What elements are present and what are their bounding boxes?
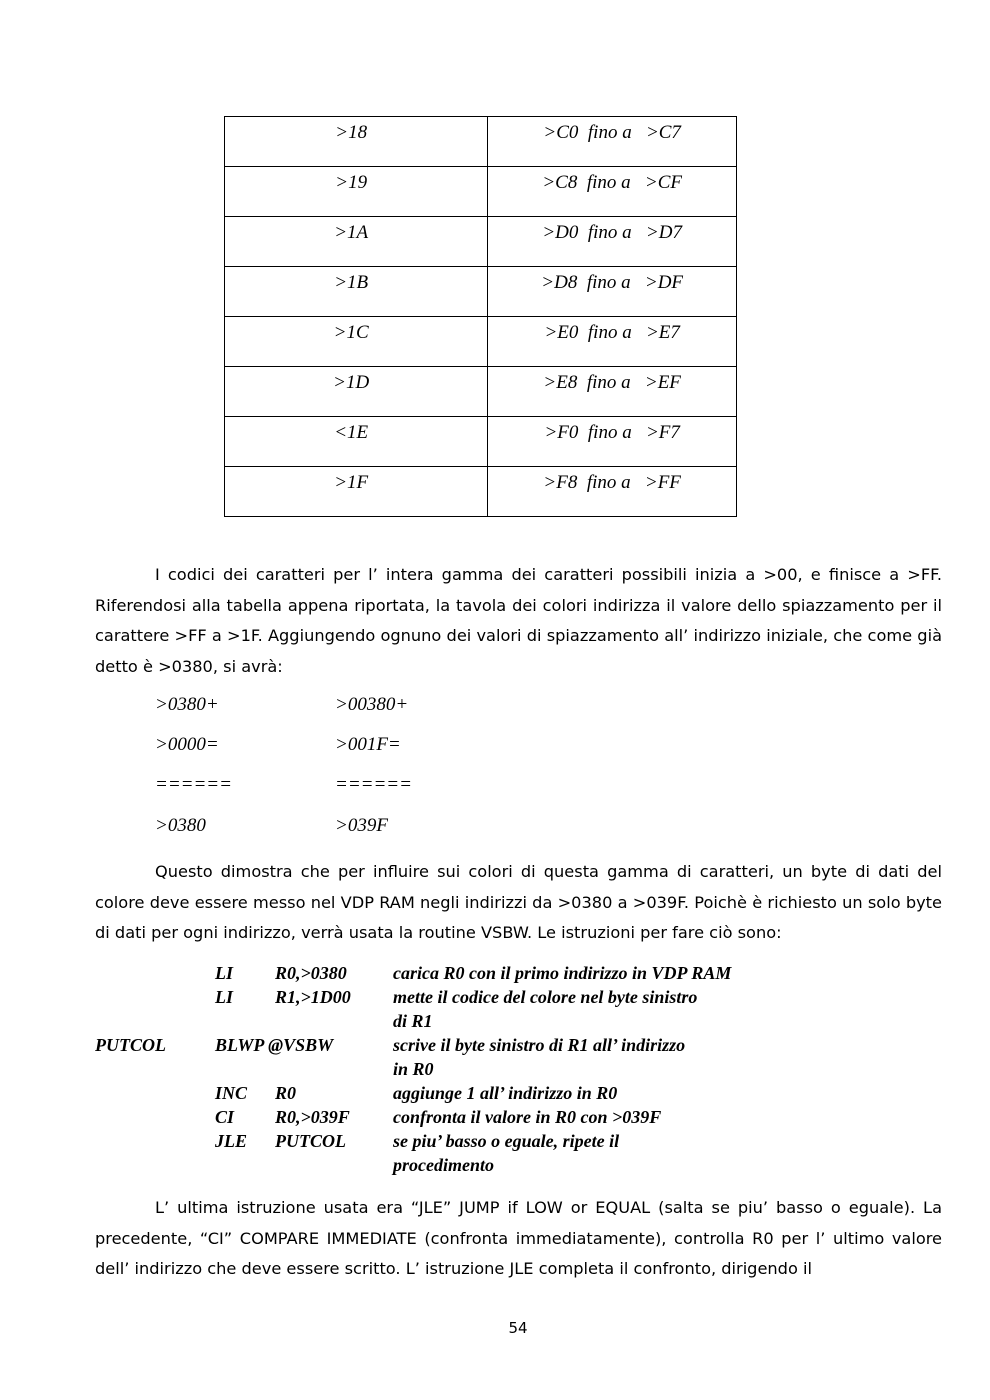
code-line <box>95 1081 855 1105</box>
code-line <box>95 985 855 1009</box>
table-row <box>225 417 737 467</box>
code-line <box>95 1009 855 1033</box>
range-cell: >C0 fino a >C7 <box>543 122 681 143</box>
table-row <box>225 367 737 417</box>
code-operand: PUTCOL <box>275 1131 346 1151</box>
code-comment: procedimento <box>393 1155 494 1175</box>
code-line <box>95 1033 855 1057</box>
code-comment: in R0 <box>393 1059 434 1079</box>
sum-right-line: >039F <box>335 815 388 836</box>
code-line <box>95 961 855 985</box>
table-row <box>225 217 737 267</box>
code-operand: R0,>0380 <box>275 963 347 983</box>
code-comment: carica R0 con il primo indirizzo in VDP RAM <box>393 963 732 983</box>
code-opcode: LI <box>215 963 233 983</box>
range-cell: >E0 fino a >E7 <box>544 322 680 343</box>
sum-right-line: >001F= <box>335 734 401 755</box>
code-comment: aggiunge 1 all’ indirizzo in R0 <box>393 1083 618 1103</box>
set-cell: >1A <box>334 222 369 243</box>
range-cell: >F0 fino a >F7 <box>544 422 680 443</box>
range-cell: >D0 fino a >D7 <box>542 222 682 243</box>
code-comment: se piu’ basso o eguale, ripete il <box>393 1131 620 1151</box>
table-row <box>225 117 737 167</box>
table-row <box>225 267 737 317</box>
code-opcode: INC <box>215 1083 248 1103</box>
sum-left-line: >0000= <box>155 734 219 755</box>
table-row <box>225 317 737 367</box>
code-comment: di R1 <box>393 1011 433 1031</box>
paragraph-explanation: Questo dimostra che per influire sui colori di questa gamma di caratteri, un byte di dati del colore deve essere messo nel VDP RAM negli indirizzi da >0380 a >039F. Poichè è richiesto un solo byte di dati per ogni indirizzo, verrà usata la routine VSBW. Le istruzioni per fare ciò sono: <box>95 862 942 942</box>
set-cell: >1D <box>333 372 370 393</box>
sum-right-line: >00380+ <box>335 694 409 715</box>
code-opcode: CI <box>215 1107 235 1127</box>
range-cell: >E8 fino a >EF <box>543 372 681 393</box>
set-cell: >1F <box>334 472 369 493</box>
paragraph-intro: I codici dei caratteri per l’ intera gamma dei caratteri possibili inizia a >00, e finisce a >FF. Riferendosi alla tabella appena riportata, la tavola dei colori indirizza il valore dello spiazzamento per il carattere >FF a >1F. Aggiungendo ognuno dei valori di spiazzamento all’ indirizzo iniziale, che come già detto è >0380, si avrà: <box>95 565 942 676</box>
set-cell: >18 <box>335 122 368 143</box>
code-line <box>95 1129 855 1153</box>
code-comment: scrive il byte sinistro di R1 all’ indirizzo <box>393 1035 686 1055</box>
table-row <box>225 167 737 217</box>
code-opcode: BLWP @VSBW <box>215 1035 334 1055</box>
code-opcode: LI <box>215 987 233 1007</box>
code-opcode: JLE <box>215 1131 248 1151</box>
page-number: 54 <box>508 1319 528 1337</box>
code-line <box>95 1105 855 1129</box>
code-comment: confronta il valore in R0 con >039F <box>393 1107 662 1127</box>
set-cell: >19 <box>335 172 368 193</box>
range-cell: >C8 fino a >CF <box>542 172 682 193</box>
table-row <box>225 467 737 517</box>
sum-left-line: >0380 <box>155 815 206 836</box>
character-set-table <box>224 116 737 517</box>
set-cell: >1C <box>333 322 369 343</box>
code-comment: mette il codice del colore nel byte sinistro <box>393 987 698 1007</box>
code-operand: R0 <box>275 1083 297 1103</box>
sum-right-line: ====== <box>335 774 412 795</box>
assembly-listing <box>95 961 855 1177</box>
set-cell: <1E <box>334 422 369 443</box>
sum-left-line: >0380+ <box>155 694 219 715</box>
code-line <box>95 1153 855 1177</box>
code-label: PUTCOL <box>95 1035 166 1055</box>
range-cell: >D8 fino a >DF <box>541 272 684 293</box>
code-operand: R1,>1D00 <box>275 987 351 1007</box>
sum-left-line: ====== <box>155 774 232 795</box>
set-cell: >1B <box>334 272 369 293</box>
range-cell: >F8 fino a >FF <box>543 472 681 493</box>
code-line <box>95 1057 855 1081</box>
code-operand: R0,>039F <box>275 1107 350 1127</box>
paragraph-jle: L’ ultima istruzione usata era “JLE” JUMP if LOW or EQUAL (salta se piu’ basso o eguale). La precedente, “CI” COMPARE IMMEDIATE (confronta immediatamente), controlla R0 per l’ ultimo valore dell’ indirizzo che deve essere scritto. L’ istruzione JLE completa il confronto, dirigendo il <box>95 1198 942 1278</box>
